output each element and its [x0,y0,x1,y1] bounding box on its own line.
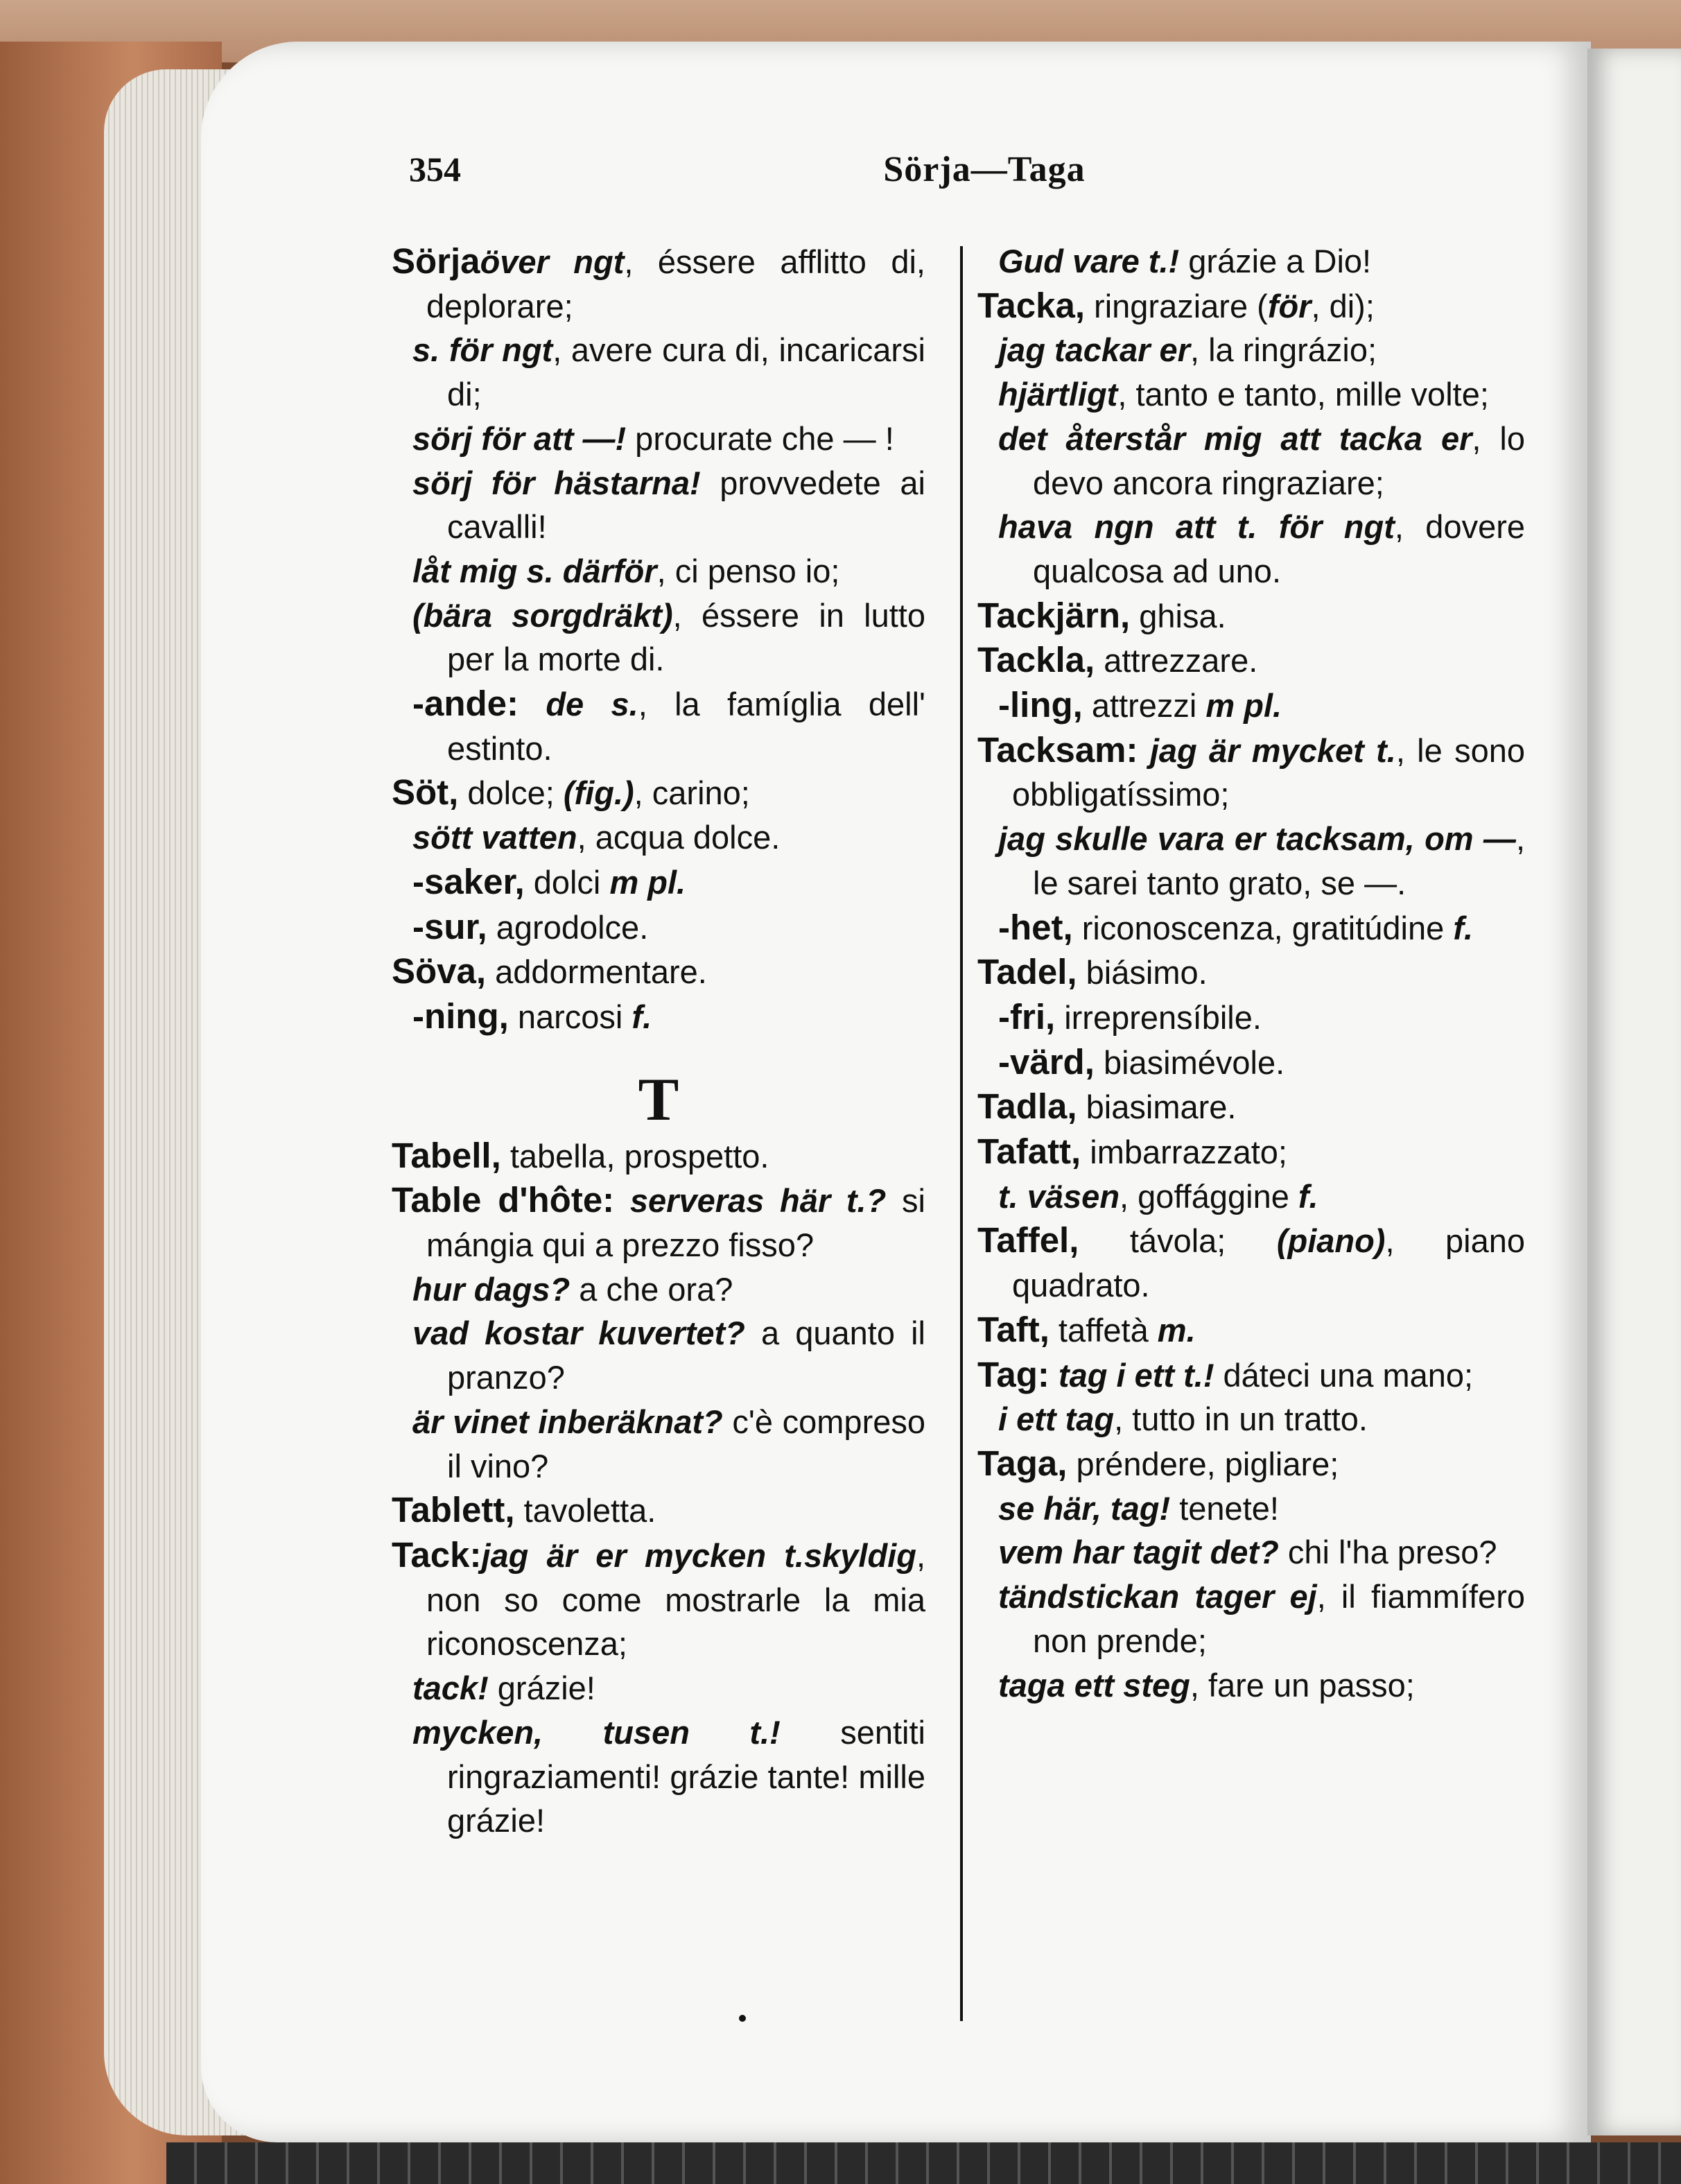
italian-translation: c'è compreso il vino? [447,1403,926,1484]
italian-translation: , piano quadrato. [1012,1222,1525,1304]
dictionary-entry [977,1084,1525,1129]
headword: Taga, [977,1443,1068,1483]
headword: -ande: [412,684,519,724]
italian-translation: tabella, prospetto. [500,1137,769,1175]
sub-entry [977,1575,1525,1663]
sub-entry [392,815,925,860]
italian-translation: sentiti ringraziamenti! grázie tante! mille grázie! [447,1713,925,1839]
italian-translation: grázie! [488,1670,595,1707]
headword: -het, [998,907,1073,947]
italian-translation: dolci [524,863,610,901]
italian-translation: provvedete ai cavalli! [447,464,925,546]
sub-entry [392,328,925,416]
sub-entry [392,1400,925,1488]
sub-entry [392,1666,925,1710]
swedish-phrase: tändstickan tager ej [998,1578,1317,1615]
italian-translation: , la ringrázio; [1190,331,1377,369]
headword: Tackjärn, [977,595,1131,635]
italian-translation: taffetà [1049,1311,1158,1349]
swedish-phrase: i ett tag [998,1401,1115,1438]
swedish-phrase: jag är er mycken t.skyldig [481,1536,916,1574]
headword: -saker, [412,861,525,901]
sub-entry [977,239,1525,284]
swedish-phrase: (piano) [1276,1222,1386,1260]
dictionary-entry [977,1353,1525,1398]
italian-translation: , le sarei tanto grato, se —. [1033,820,1525,901]
italian-translation: , non so come mostrarle la mia riconoscenza; [426,1536,925,1663]
dictionary-entry [977,1441,1525,1487]
swedish-phrase: taga ett steg [998,1666,1190,1704]
swedish-phrase: sörj för hästarna! [412,464,701,501]
dictionary-entry [392,1134,925,1179]
sub-entry [977,372,1525,417]
swedish-phrase: är vinet inberäknat? [412,1403,723,1440]
italian-translation: ringraziare ( [1085,287,1268,324]
sub-entry [392,549,925,593]
italian-translation: , il fiammífero non prende; [1033,1578,1525,1659]
swedish-phrase: de s. [519,686,638,723]
italian-translation: , goffággine [1120,1177,1298,1215]
italian-translation: dolce; [458,774,564,812]
swedish-phrase: det återstår mig att tacka er [998,419,1472,457]
dictionary-entry [392,949,925,994]
swedish-phrase: Gud vare t.! [998,243,1180,279]
headword: Tag: [977,1354,1049,1394]
dictionary-entry [977,284,1525,329]
sub-entry [977,995,1525,1040]
italian-translation: , lo devo ancora ringraziare; [1033,419,1525,501]
headword: -ning, [412,996,509,1036]
headword: Tackla, [977,640,1095,680]
sub-entry [392,417,925,461]
italian-translation: , éssere in lutto per la morte di. [447,596,926,678]
sub-entry [977,1487,1525,1531]
italian-translation: a quanto il pranzo? [447,1315,926,1396]
italian-translation: attrezzare. [1095,642,1258,679]
swedish-phrase: m pl. [609,863,686,901]
swedish-phrase: låt mig s. därför [412,552,657,589]
italian-translation: imbarrazzato; [1081,1134,1287,1171]
dictionary-entry [977,1218,1525,1307]
sub-entry [977,905,1525,951]
italian-translation: a che ora? [570,1270,733,1308]
italian-translation: si mángia qui a prezzo fisso? [426,1182,925,1264]
swedish-phrase: tack! [412,1670,489,1707]
italian-translation: riconoscenza, gratitúdine [1072,909,1454,946]
dictionary-entry [977,1308,1525,1353]
italian-translation: biasimare. [1077,1089,1237,1126]
italian-translation: , éssere afflitto di, deplorare; [426,243,925,324]
dictionary-entry [977,1129,1525,1175]
sub-entry [392,1267,925,1312]
italian-translation: tenete! [1170,1489,1279,1527]
headword: Tabell, [392,1135,501,1175]
headword: Tafatt, [977,1132,1081,1172]
italian-translation: procurate che — ! [626,419,894,457]
dictionary-entry [392,770,925,815]
footer-dot [739,2015,746,2022]
right-column [977,239,1525,1707]
column-divider [960,246,963,2021]
italian-translation: , tutto in un tratto. [1114,1401,1368,1438]
sub-entry [392,905,925,950]
italian-translation: , carino; [634,774,750,812]
headword: Sörja [392,241,480,281]
headword: Tacka, [977,285,1085,325]
swedish-phrase: hava ngn att t. för ngt [998,508,1395,546]
headword: Tadel, [977,952,1077,992]
dictionary-entry [392,239,925,328]
swedish-phrase: jag är mycket t. [1138,731,1396,769]
italian-translation: , le sono obbligatíssimo; [1012,731,1525,813]
italian-translation: , ci penso io; [656,552,840,589]
swedish-phrase: m. [1157,1311,1196,1349]
keyboard-edge [166,2142,1681,2184]
italian-translation: ghisa. [1130,597,1226,634]
sub-entry [392,593,925,682]
headword: Tadla, [977,1086,1077,1127]
italian-translation: , tanto e tanto, mille volte; [1117,376,1489,413]
page-number: 354 [409,150,461,189]
sub-entry [392,461,925,549]
italian-translation: biásimo. [1077,954,1208,991]
italian-translation: addormentare. [486,953,707,991]
italian-translation: biasimévole. [1094,1043,1285,1081]
headword: Taffel, [977,1220,1079,1260]
dictionary-entry [977,638,1525,683]
swedish-phrase: serveras här t.? [614,1182,887,1220]
italian-translation: távola; [1079,1222,1277,1260]
sub-entry [977,683,1525,728]
italian-translation: grázie a Dio! [1179,243,1372,279]
facing-page-edge [1587,49,1681,2135]
swedish-phrase: jag tackar er [998,331,1190,369]
italian-translation: narcosi [508,998,632,1035]
swedish-phrase: vad kostar kuvertet? [412,1315,745,1352]
swedish-phrase: m pl. [1205,687,1282,725]
headword: Söva, [392,951,487,991]
italian-translation: agrodolce. [487,908,649,946]
headword: Taft, [977,1309,1049,1349]
swedish-phrase: sött vatten [412,819,577,856]
swedish-phrase: f. [1298,1177,1318,1215]
left-column [392,239,925,1843]
headword: Tack: [392,1534,482,1575]
headword: -värd, [998,1041,1095,1082]
italian-translation: attrezzi [1082,687,1206,725]
sub-entry [977,328,1525,372]
sub-entry [392,682,925,770]
swedish-phrase: sörj för att —! [412,419,627,457]
swedish-phrase: s. för ngt [412,331,553,369]
dictionary-entry [392,1178,925,1267]
sub-entry [977,1040,1525,1085]
dictionary-entry [392,1488,925,1533]
italian-translation: , la famíglia dell' estinto. [447,686,925,767]
headword: -ling, [998,685,1083,725]
swedish-phrase: (bära sorgdräkt) [412,596,673,634]
sub-entry [977,1175,1525,1219]
swedish-phrase: vem har tagit det? [998,1534,1279,1571]
italian-translation: irreprensíbile. [1055,998,1262,1036]
sub-entry [977,1663,1525,1708]
sub-entry [392,994,925,1039]
swedish-phrase: för [1267,287,1312,324]
page-header [409,149,1560,205]
dictionary-entry [392,1533,925,1666]
italian-translation: tavoletta. [514,1492,656,1529]
sub-entry [977,1530,1525,1575]
headword: Table d'hôte: [392,1180,615,1220]
swedish-phrase: se här, tag! [998,1489,1171,1527]
headword: Tablett, [392,1490,515,1530]
sub-entry [977,417,1525,505]
running-title: Sörja—Taga [883,150,1086,189]
italian-translation: préndere, pigliare; [1067,1445,1339,1482]
swedish-phrase: (fig.) [563,774,634,812]
headword: Tacksam: [977,729,1138,770]
swedish-phrase: hur dags? [412,1270,571,1308]
italian-translation: , fare un passo; [1190,1666,1415,1704]
sub-entry [392,860,925,905]
dictionary-entry [977,728,1525,817]
italian-translation: , di); [1311,287,1375,324]
italian-translation: , acqua dolce. [577,819,781,856]
letter-heading: T [638,1066,679,1134]
sub-entry [977,505,1525,593]
swedish-phrase: f. [1453,909,1474,946]
sub-entry [392,1710,925,1843]
swedish-phrase: mycken, tusen t.! [412,1713,781,1751]
swedish-phrase: över ngt [480,243,625,280]
sub-entry [977,1397,1525,1441]
sub-entry [392,1311,925,1399]
headword: -sur, [412,906,487,946]
italian-translation: chi l'ha preso? [1278,1534,1497,1571]
swedish-phrase: tag i ett t.! [1049,1356,1214,1394]
swedish-phrase: hjärtligt [998,376,1118,413]
italian-translation: dáteci una mano; [1214,1356,1474,1394]
headword: Söt, [392,772,459,813]
dictionary-entry [977,950,1525,995]
italian-translation: , dovere qualcosa ad uno. [1033,508,1526,589]
swedish-phrase: jag skulle vara er tacksam, om — [998,820,1516,858]
italian-translation: , avere cura di, incaricarsi di; [447,331,925,413]
swedish-phrase: t. väsen [998,1177,1120,1215]
sub-entry [977,817,1525,905]
headword: -fri, [998,996,1056,1037]
swedish-phrase: f. [632,998,652,1035]
dictionary-entry [977,593,1525,639]
